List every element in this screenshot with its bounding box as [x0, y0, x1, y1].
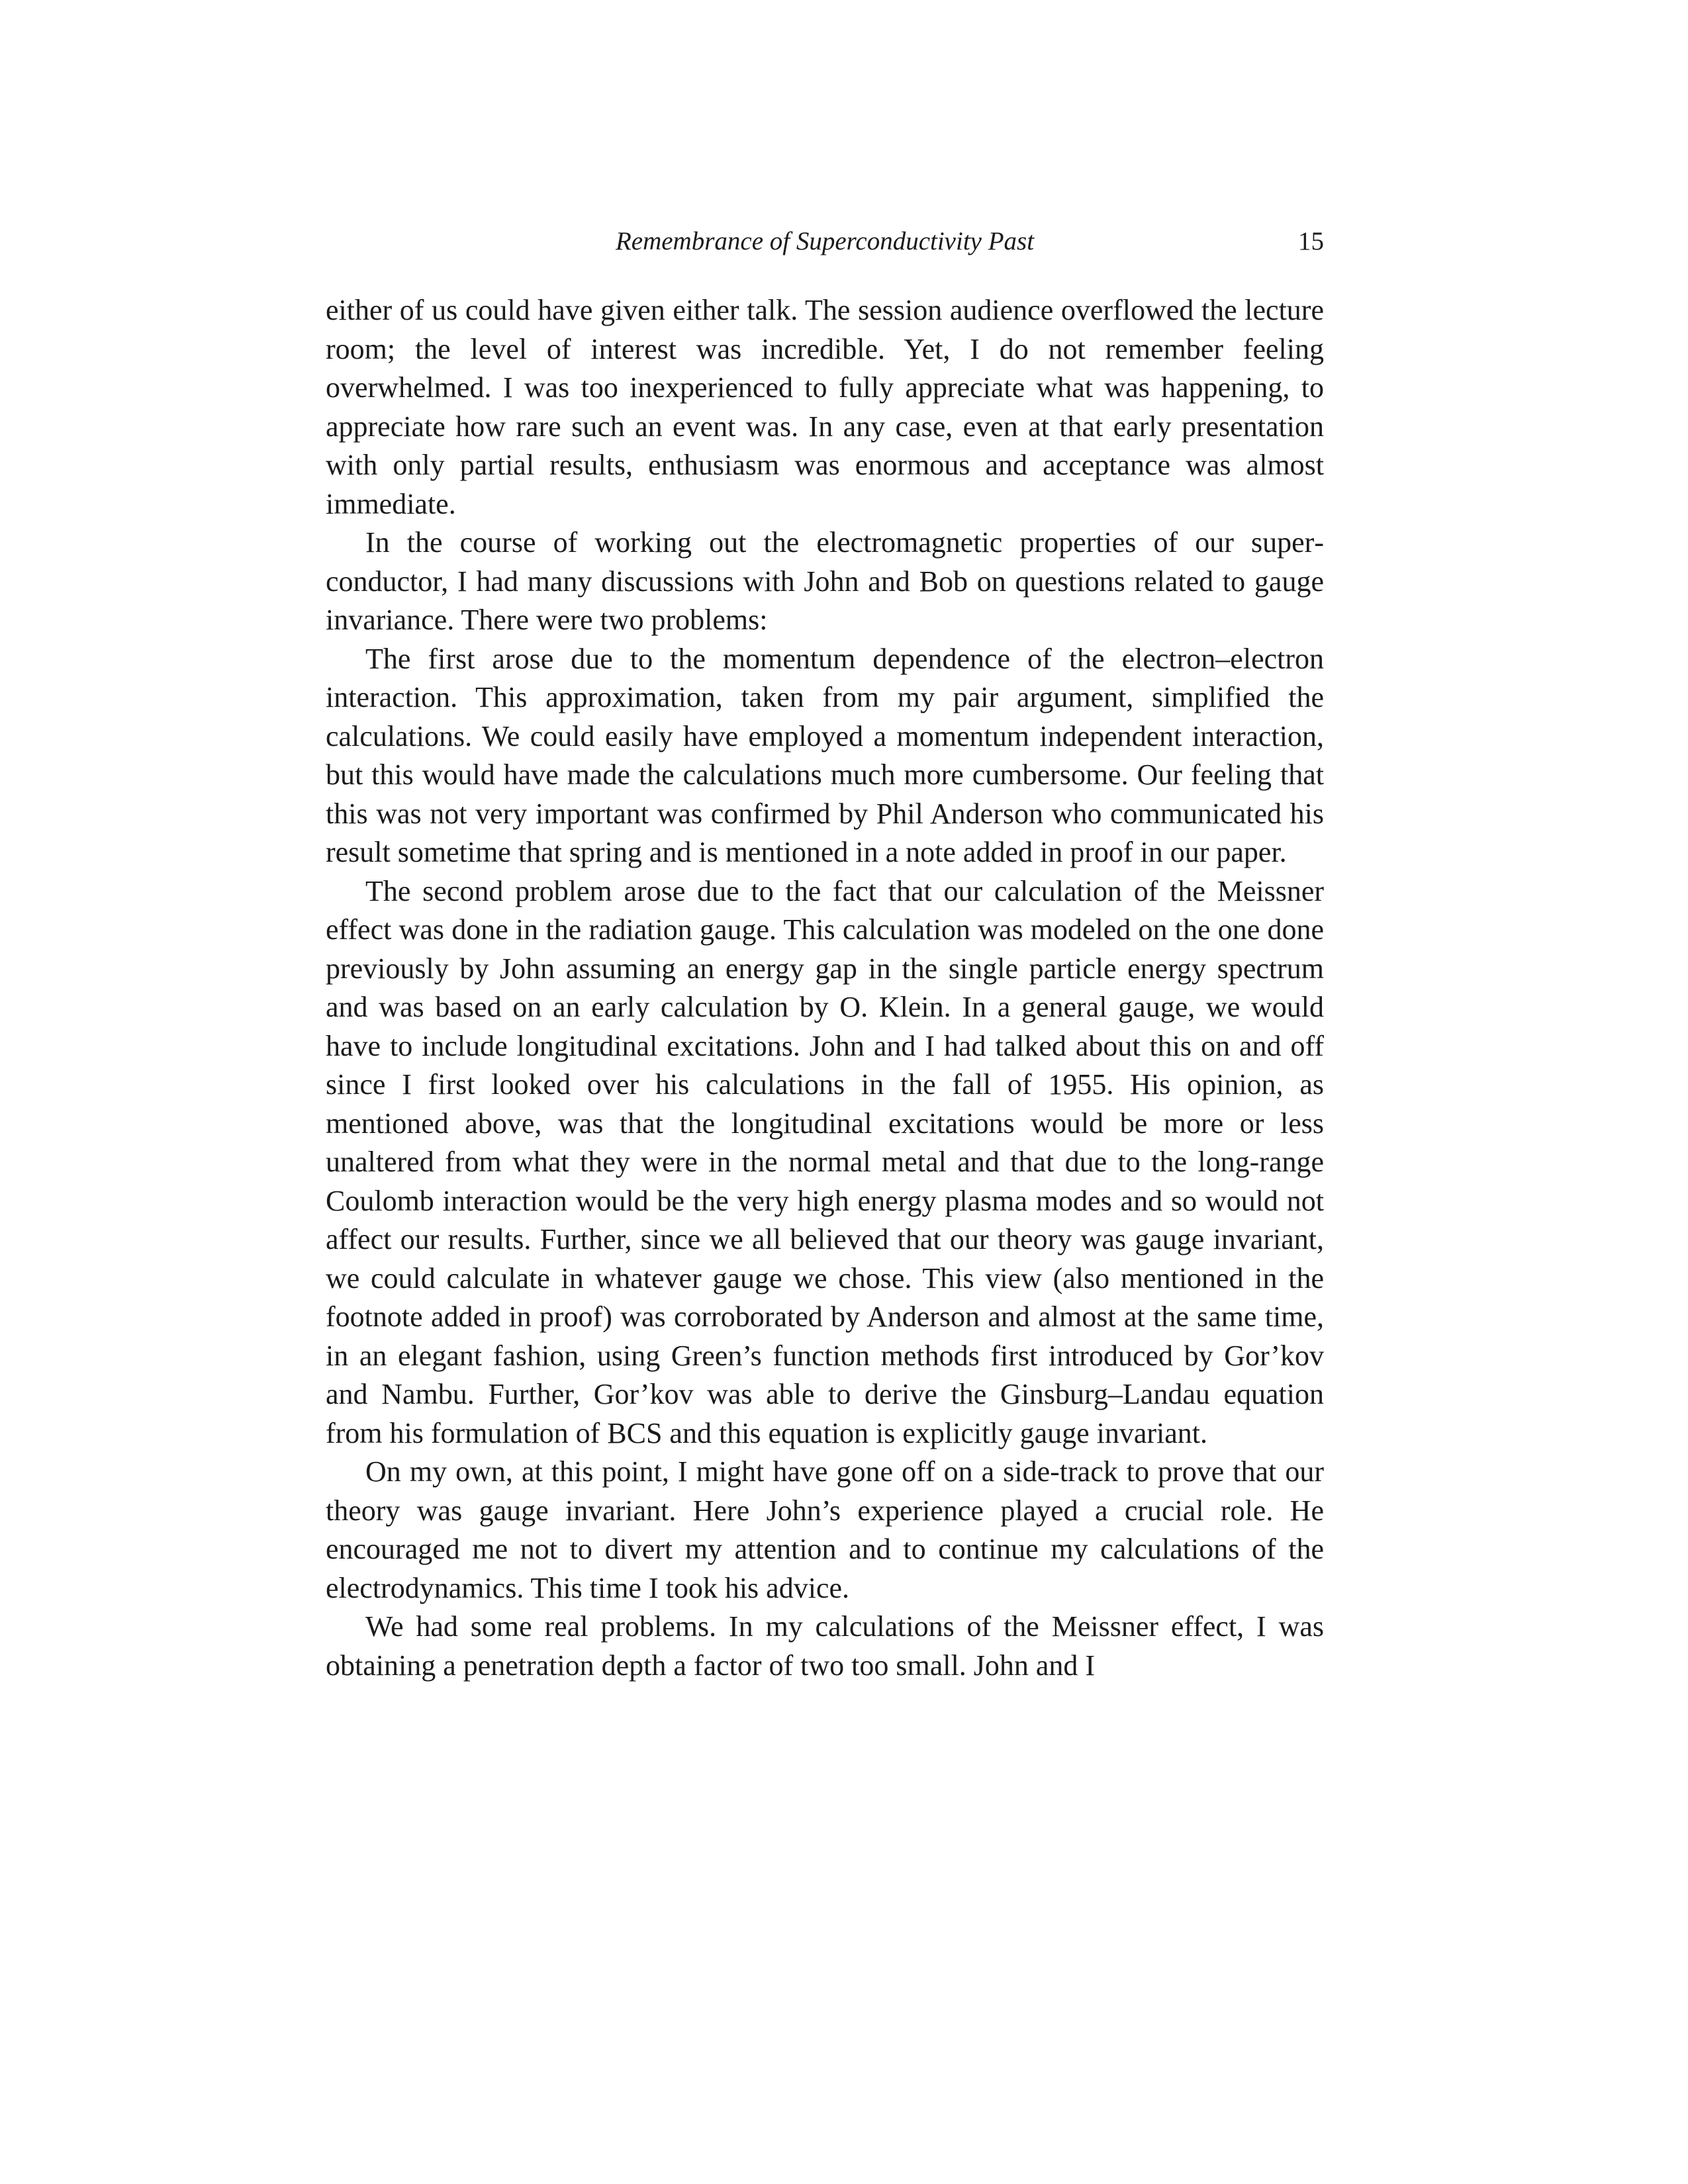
paragraph-second-problem: The second problem arose due to the fact that our calculation of the Meissner effect was done in the radiation gauge. This calculation was modeled on the one done previously by John assuming an energy gap in the single particle energy spectrum and was based on an early calculation by O. Klein. In a general gauge, we would have to include longitudinal excitations. John and I had talked about this on and off since I first looked over his calculations in the fall of 1955. His opinion, as mentioned above, was that the longitudinal excitations would be more or less unaltered from what they were in the normal metal and that due to the long-range Coulomb interaction would be the very high energy plasma modes and so would not affect our results. Further, since we all believed that our theory was gauge invariant, we could calculate in whatever gauge we chose. This view (also mentioned in the footnote added in proof) was corroborated by Anderson and almost at the same time, in an elegant fashion, using Green’s function methods first introduced by Gor’kov and Nambu. Further, Gor’kov was able to derive the Ginsburg–Landau equation from his formulation of BCS and this equation is explicitly gauge invariant. [326, 874, 1324, 1449]
running-head [326, 218, 1324, 265]
paragraph-johns-advice: On my own, at this point, I might have gone off on a side-track to prove that our theory was gauge invariant. Here John’s experience played a crucial role. He encouraged me not to divert my attention and to continue my calculations of the electrodynamics. This time I took his advice. [326, 1455, 1324, 1604]
paragraph-continued: either of us could have given either talk. The session audience overflowed the lecture room; the level of interest was incredible. Yet, I do not remember feeling overwhelmed. I was too inexperienced to fully appreciate what was happening, to appreciate how rare such an event was. In any case, even at that early presentation with only partial results, enthusiasm was enormous and acceptance was almost immediate. [326, 294, 1324, 520]
page-number: 15 [1298, 227, 1324, 255]
body-text [326, 291, 1324, 1685]
paragraph-gauge-invariance: In the course of working out the electromagnetic properties of our superconductor, I had many discussions with John and Bob on questions related to gauge invariance. There were two problems: [326, 526, 1324, 636]
running-title: Remembrance of Superconductivity Past [615, 227, 1035, 255]
paragraph-first-problem: The first arose due to the momentum dependence of the electron–electron interaction. This approximation, taken from my pair argument, simplified the calculations. We could easily have employed a momentum independent interaction, but this would have made the calculations much more cumbersome. Our feeling that this was not very important was confirmed by Phil Anderson who communicated his result sometime that spring and is mentioned in a note added in proof in our paper. [326, 642, 1324, 868]
paragraph-real-problems: We had some real problems. In my calculations of the Meissner effect, I was obtaining a penetration depth a factor of two too small. John and I [326, 1610, 1324, 1682]
